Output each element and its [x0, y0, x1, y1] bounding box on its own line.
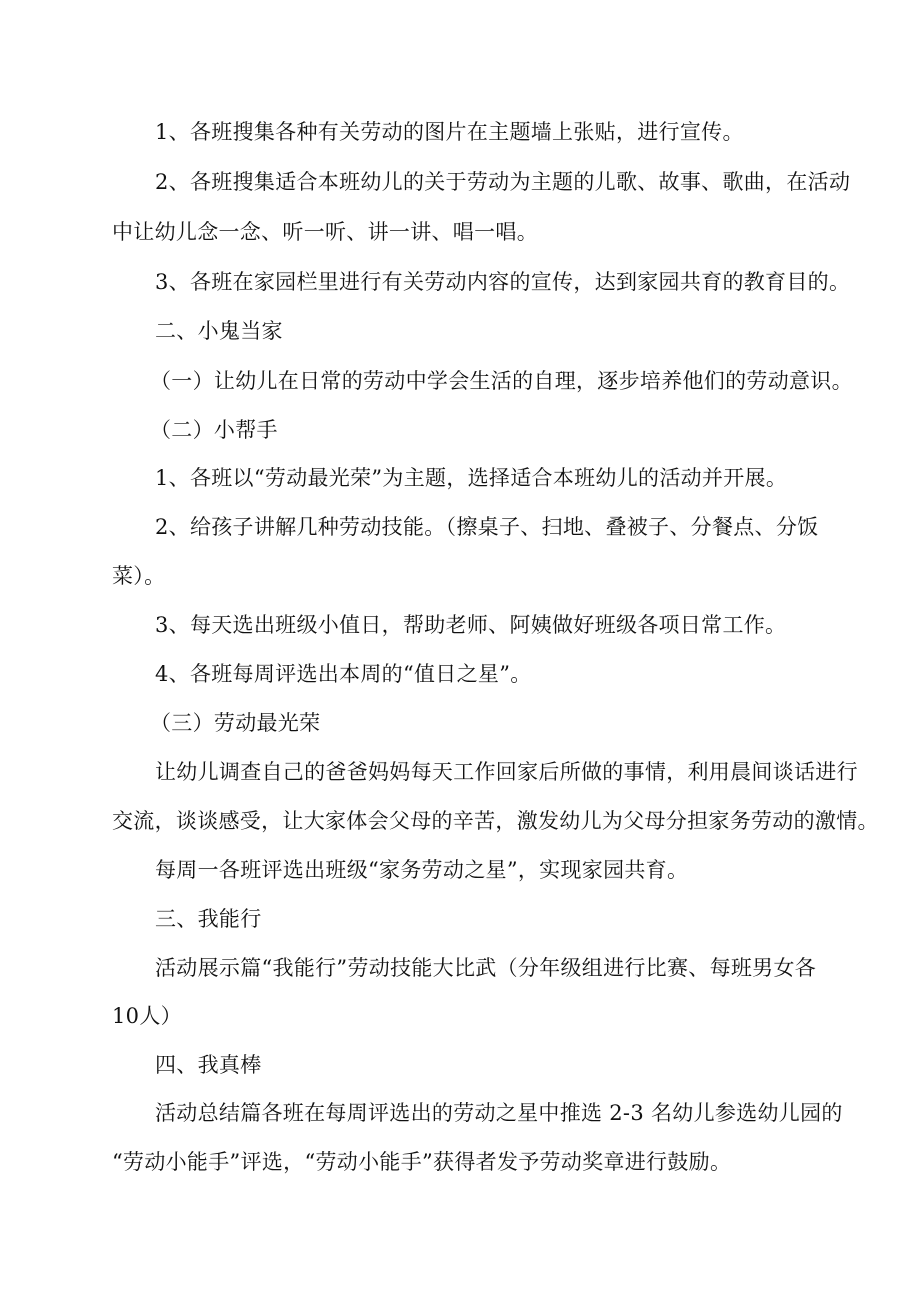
item-1-collect-pictures: 1、各班搜集各种有关劳动的图片在主题墙上张贴，进行宣传。: [155, 120, 744, 144]
subsection-1-self-care: （一）让幼儿在日常的劳动中学会生活的自理，逐步培养他们的劳动意识。: [150, 369, 853, 393]
survey-paragraph-line2: 交流，谈谈感受，让大家体会父母的辛苦，激发幼儿为父母分担家务劳动的激情。: [112, 809, 879, 833]
subsection-3-heading: （三）劳动最光荣: [150, 711, 321, 735]
item-2-collect-songs-line1: 2、各班搜集适合本班幼儿的关于劳动为主题的儿歌、故事、歌曲，在活动: [155, 170, 851, 194]
survey-paragraph-line1: 让幼儿调查自己的爸爸妈妈每天工作回家后所做的事情，利用晨间谈话进行: [155, 760, 858, 784]
subsection-2-heading: （二）小帮手: [150, 418, 278, 442]
weekly-star-paragraph: 每周一各班评选出班级“家务劳动之星”，实现家园共育。: [155, 858, 689, 882]
competition-paragraph-line1: 活动展示篇“我能行”劳动技能大比武（分年级组进行比赛、每班男女各: [155, 956, 817, 980]
helper-item-2-line2: 菜）。: [112, 564, 166, 588]
section-4-heading: 四、我真棒: [155, 1053, 262, 1077]
item-3-home-school-board: 3、各班在家园栏里进行有关劳动内容的宣传，达到家园共育的教育目的。: [155, 270, 851, 294]
section-3-heading: 三、我能行: [155, 907, 262, 931]
helper-item-1: 1、各班以“劳动最光荣”为主题，选择适合本班幼儿的活动并开展。: [155, 466, 788, 490]
section-2-heading: 二、小鬼当家: [155, 319, 283, 343]
summary-paragraph-line1: 活动总结篇各班在每周评选出的劳动之星中推选 2-3 名幼儿参选幼儿园的: [155, 1101, 843, 1125]
helper-item-2-line1: 2、给孩子讲解几种劳动技能。（擦桌子、扫地、叠被子、分餐点、分饭: [155, 515, 819, 539]
item-2-collect-songs-line2: 中让幼儿念一念、听一听、讲一讲、唱一唱。: [112, 220, 538, 244]
summary-paragraph-line2: “劳动小能手”评选，“劳动小能手”获得者发予劳动奖章进行鼓励。: [112, 1150, 732, 1174]
helper-item-4: 4、各班每周评选出本周的“值日之星”。: [155, 662, 532, 686]
helper-item-3: 3、每天选出班级小值日，帮助老师、阿姨做好班级各项日常工作。: [155, 613, 787, 637]
competition-paragraph-line2: 10人）: [112, 1004, 182, 1028]
